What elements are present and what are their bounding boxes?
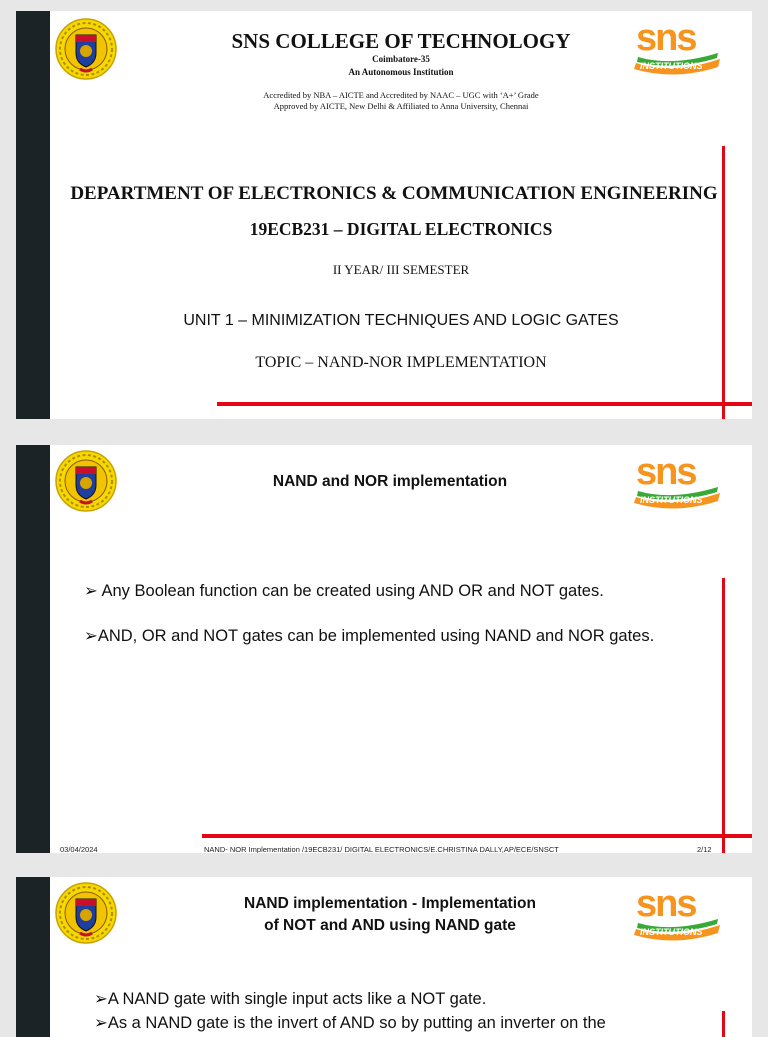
bullet-item: ➢AND, OR and NOT gates can be implemented using NAND and NOR gates. — [84, 627, 655, 645]
title-slide — [16, 11, 752, 419]
college-emblem-icon — [54, 449, 118, 513]
college-emblem-icon — [54, 881, 118, 945]
logo-text: sns — [636, 17, 696, 59]
department-title: DEPARTMENT OF ELECTRONICS & COMMUNICATION ENGINEERING — [70, 183, 718, 204]
bullet-item: ➢ Any Boolean function can be created using AND OR and NOT gates. — [84, 582, 604, 600]
red-vertical-line — [722, 1011, 725, 1037]
logo-text: sns — [636, 451, 696, 493]
bullet-item: ➢A NAND gate with single input acts like a NOT gate. — [94, 990, 487, 1008]
slide-title — [186, 893, 594, 937]
slide-title-line-2: of NOT and AND using NAND gate — [264, 917, 516, 934]
footer-text: NAND- NOR Implementation /19ECB231/ DIGITAL ELECTRONICS/E.CHRISTINA DALLY,AP/ECE/SNSCT — [204, 845, 559, 853]
year-semester: II YEAR/ III SEMESTER — [332, 262, 470, 277]
institution-type: An Autonomous Institution — [348, 67, 454, 77]
logo-tagline: INSTITUTIONS — [640, 61, 703, 71]
side-bar — [16, 11, 50, 419]
accreditation-text: Accredited by NBA – AICTE and Accredited by NAAC – UGC with ‘A+’ Grade — [263, 90, 539, 100]
slide-title-line-1: NAND implementation - Implementation — [244, 895, 536, 912]
red-horizontal-line — [202, 834, 752, 838]
content-slide-3 — [16, 877, 752, 1037]
college-name: SNS COLLEGE OF TECHNOLOGY — [231, 29, 571, 53]
logo-tagline: INSTITUTIONS — [640, 495, 703, 505]
unit-title: UNIT 1 – MINIMIZATION TECHNIQUES AND LOGIC GATES — [183, 312, 619, 329]
content-slide-2 — [16, 445, 752, 853]
red-vertical-line — [722, 578, 725, 853]
footer-date: 03/04/2024 — [60, 845, 98, 853]
course-title: 19ECB231 – DIGITAL ELECTRONICS — [249, 219, 553, 239]
bullet-item: ➢As a NAND gate is the invert of AND so by putting an inverter on the — [94, 1014, 606, 1032]
logo-tagline: INSTITUTIONS — [640, 927, 703, 937]
college-location: Coimbatore-35 — [372, 54, 430, 64]
sns-logo — [632, 883, 724, 943]
sns-logo — [632, 451, 724, 511]
side-bar — [16, 877, 50, 1037]
approval-text: Approved by AICTE, New Delhi & Affiliated to Anna University, Chennai — [273, 101, 529, 111]
slide-title: NAND and NOR implementation — [272, 473, 508, 490]
topic-title: TOPIC – NAND-NOR IMPLEMENTATION — [255, 354, 547, 371]
red-horizontal-line — [217, 402, 752, 406]
footer-page-number: 2/12 — [697, 845, 712, 853]
side-bar — [16, 445, 50, 853]
logo-text: sns — [636, 883, 696, 925]
